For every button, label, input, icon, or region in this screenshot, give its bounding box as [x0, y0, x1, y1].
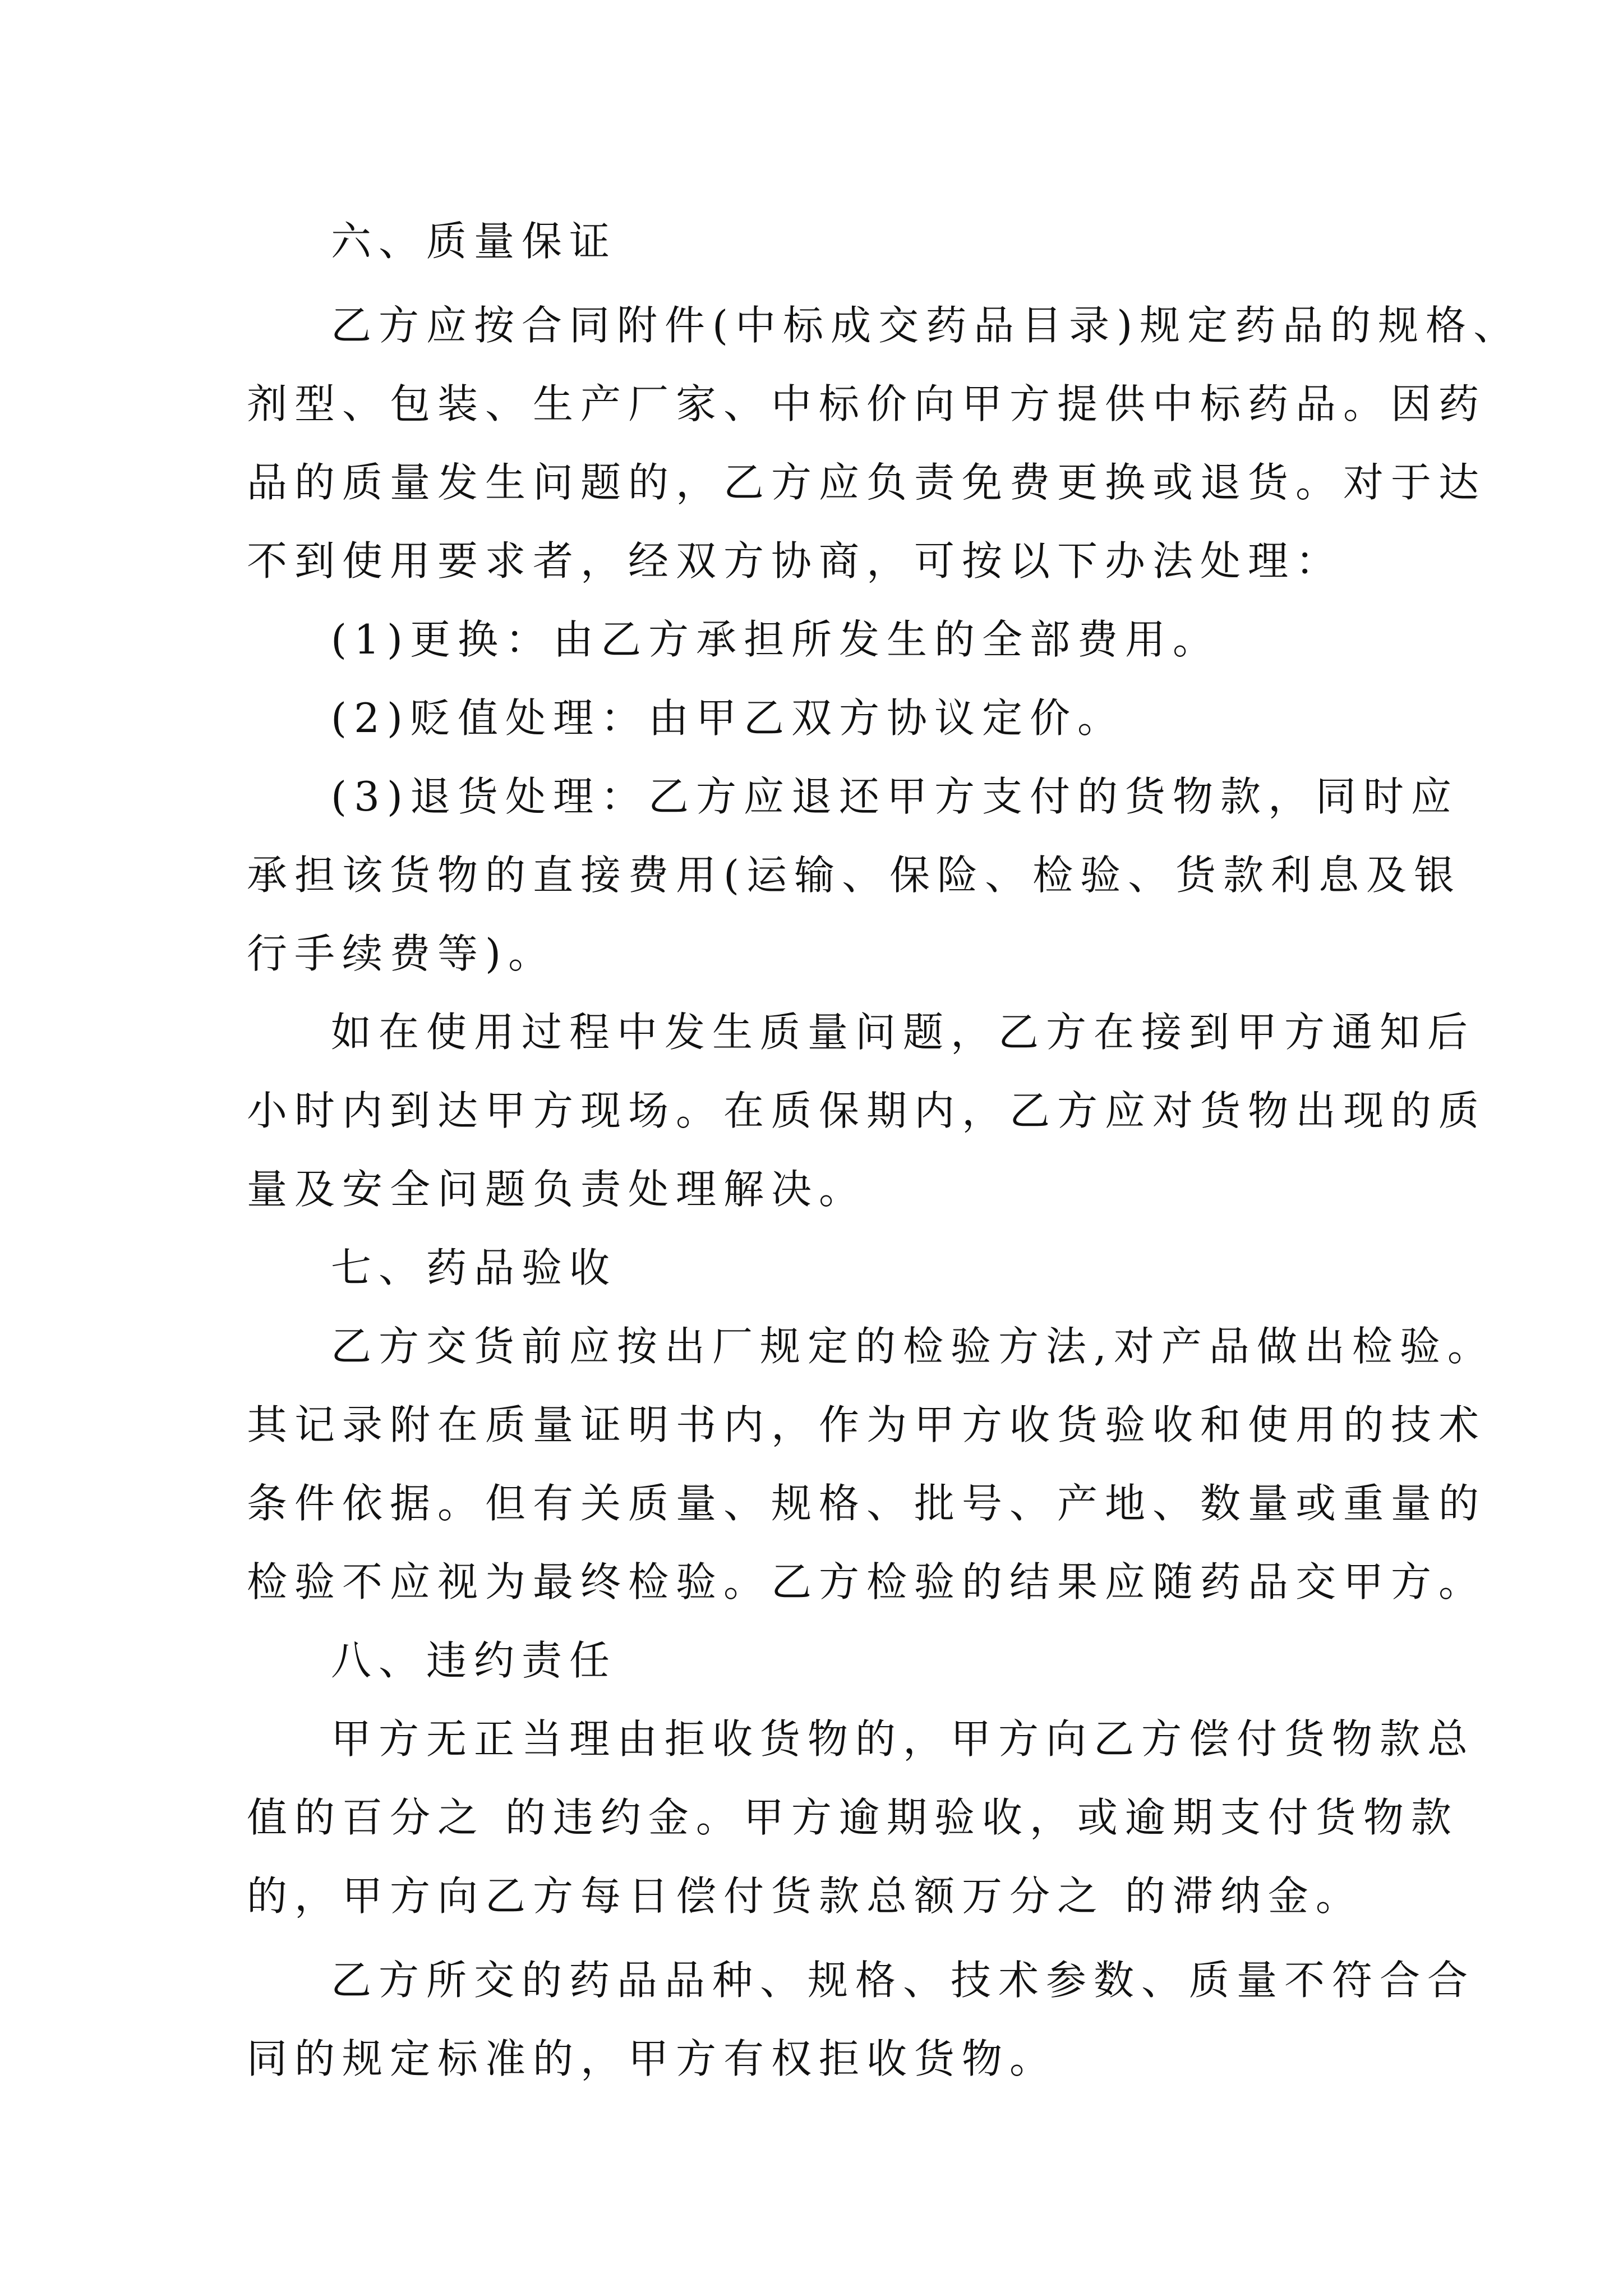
paragraph-line: 其记录附在质量证明书内，作为甲方收货验收和使用的技术	[247, 1401, 1487, 1448]
paragraph-line: 如在使用过程中发生质量问题，乙方在接到甲方通知后	[331, 1009, 1476, 1056]
list-item-replacement: (1)更换：由乙方承担所发生的全部费用。	[331, 616, 1220, 663]
section-heading-drug-acceptance: 七、药品验收	[331, 1244, 617, 1291]
paragraph-line: 条件依据。但有关质量、规格、批号、产地、数量或重量的	[247, 1480, 1487, 1527]
paragraph-line: 剂型、包装、生产厂家、中标价向甲方提供中标药品。因药	[247, 380, 1487, 427]
section-heading-quality-guarantee: 六、质量保证	[331, 218, 617, 265]
paragraph-line: 量及安全问题负责处理解决。	[247, 1166, 867, 1213]
list-item-depreciation: (2)贬值处理：由甲乙双方协议定价。	[331, 694, 1125, 742]
paragraph-line: 乙方所交的药品品种、规格、技术参数、质量不符合合	[331, 1957, 1476, 2004]
paragraph-line: 不到使用要求者，经双方协商，可按以下办法处理：	[247, 537, 1344, 585]
paragraph-line: 行手续费等)。	[247, 930, 556, 977]
paragraph-line: 乙方交货前应按出厂规定的检验方法,对产品做出检验。	[331, 1323, 1495, 1370]
list-item-return: (3)退货处理：乙方应退还甲方支付的货物款，同时应	[331, 773, 1459, 820]
paragraph-line: 乙方应按合同附件(中标成交药品目录)规定药品的规格、	[331, 302, 1521, 349]
paragraph-line: 品的质量发生问题的，乙方应负责免费更换或退货。对于达	[247, 459, 1487, 506]
paragraph-line: 承担该货物的直接费用(运输、保险、检验、货款利息及银	[247, 852, 1462, 899]
paragraph-line: 的，甲方向乙方每日偿付货款总额万分之 的滞纳金。	[247, 1872, 1363, 1920]
paragraph-line: 小时内到达甲方现场。在质保期内，乙方应对货物出现的质	[247, 1087, 1487, 1134]
section-heading-breach-liability: 八、违约责任	[331, 1637, 617, 1684]
paragraph-line: 甲方无正当理由拒收货物的，甲方向乙方偿付货物款总	[331, 1715, 1476, 1763]
paragraph-line: 检验不应视为最终检验。乙方检验的结果应随药品交甲方。	[247, 1558, 1487, 1605]
paragraph-line: 同的规定标准的，甲方有权拒收货物。	[247, 2035, 1058, 2082]
paragraph-line: 值的百分之 的违约金。甲方逾期验收，或逾期支付货物款	[247, 1794, 1459, 1841]
